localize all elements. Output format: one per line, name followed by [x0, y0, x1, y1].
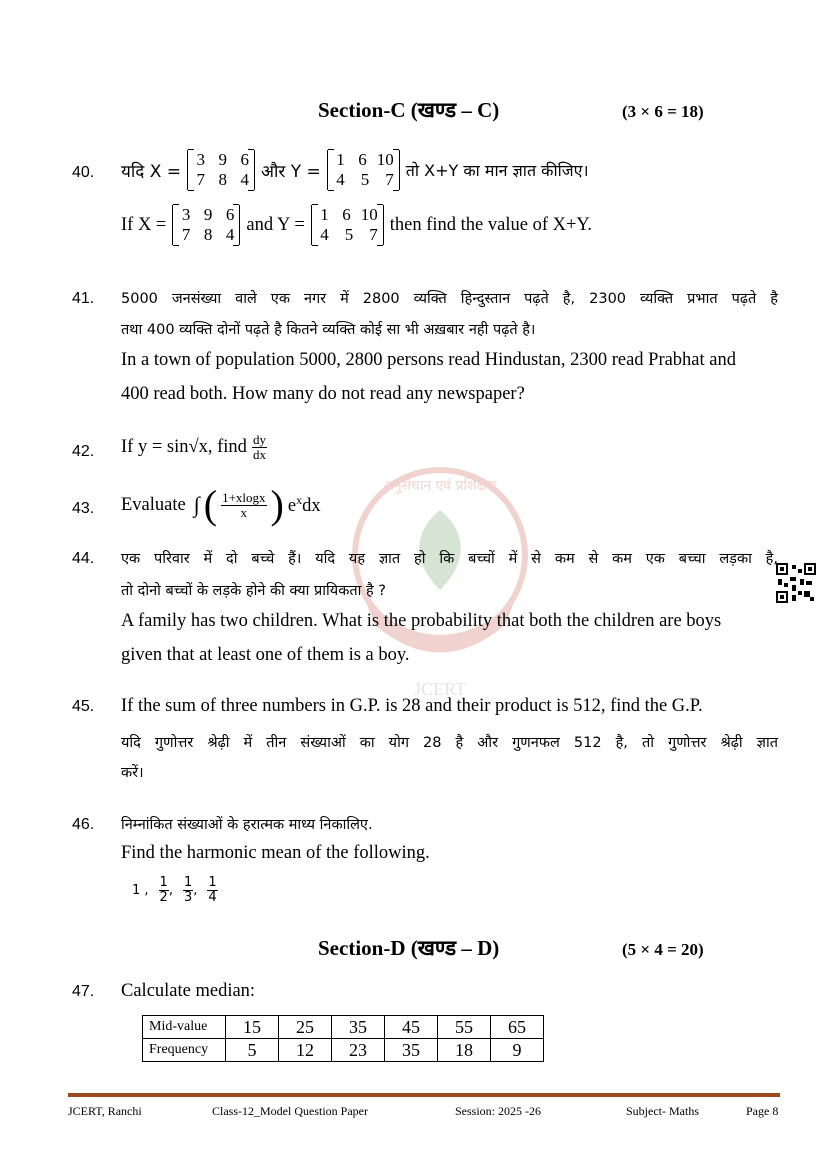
table-cell: 9 — [491, 1039, 544, 1062]
fraction-third: $\frac{1}{3}$ — [183, 875, 193, 905]
q47-text: Calculate median: — [121, 981, 256, 1001]
q40-hi-pre: यदि X = — [121, 161, 181, 182]
q45-hindi-line1: यदि गुणोत्तर श्रेढ़ी में तीन संख्याओं का योग 28 है और गुणनफल 512 है, तो गुणोत्तर श्रेढ़ी ज्ञात — [121, 735, 778, 751]
qr-code-icon — [776, 563, 816, 603]
q46-values: 1 , $\frac{1}{2}$ , $\frac{1}{3}$ , $\frac{1}{4}$ — [132, 875, 217, 905]
table-cell: 25 — [279, 1016, 332, 1039]
question-number: 41. — [72, 290, 95, 307]
q40-en-post: then find the value of X+Y. — [389, 214, 593, 235]
table-row — [143, 1016, 544, 1039]
table-cell: 18 — [438, 1039, 491, 1062]
q41-english-line1: In a town of population 5000, 2800 persons read Hindustan, 2300 read Prabhat and — [121, 350, 736, 370]
table-cell: 12 — [279, 1039, 332, 1062]
q44-english-line2: given that at least one of them is a boy. — [121, 645, 410, 665]
table-cell: 15 — [226, 1016, 279, 1039]
q44-hindi-line2: तो दोनो बच्चों के लड़के होने की क्या प्रायिकता है ? — [121, 583, 386, 599]
table-cell: 55 — [438, 1016, 491, 1039]
q41-hindi-line2: तथा 400 व्यक्ति दोनों पढ़ते है कितने व्यक्ति कोई सा भी अख़बार नही पढ़ते है। — [121, 322, 536, 338]
watermark-motto: नेतृत्व — [476, 648, 504, 664]
q40-en-and: and Y = — [246, 214, 305, 235]
q44-english-line1: A family has two children. What is the probability that both the children are boys — [121, 611, 722, 631]
section-c-title: Section-C (खण्ड – C) — [318, 98, 500, 122]
matrix-y: 1 6 10 4 5 7 — [327, 150, 400, 190]
integrand-fraction: $\frac{1+xlogx}{x}$ — [222, 489, 266, 520]
q40-english-line — [121, 205, 592, 245]
question-number: 45. — [72, 698, 95, 715]
q46-english-line1: Find the harmonic mean of the following. — [121, 843, 430, 863]
question-number: 43. — [72, 500, 95, 517]
q41-hindi-line1: 5000 जनसंख्या वाले एक नगर में 2800 व्यक्ति हिन्दुस्तान पढ़ते है, 2300 व्यक्ति प्रभात पढ़ते है — [121, 291, 778, 307]
q45-english-line1: If the sum of three numbers in G.P. is 28 and their product is 512, find the G.P. — [121, 696, 703, 716]
q40-hindi-line — [121, 150, 589, 190]
watermark-jcert: JCERT — [414, 679, 466, 699]
q40-en-pre: If X = — [121, 214, 167, 235]
footer-session: Session: 2025 -26 — [455, 1104, 542, 1118]
integral-sign: ∫ — [193, 492, 200, 517]
question-number: 40. — [72, 164, 95, 181]
footer-page-number: Page 8 — [746, 1104, 779, 1118]
footer-rule — [68, 1093, 780, 1097]
frequency-table — [142, 1015, 544, 1062]
q46-hindi-line1: निम्नांकित संख्याओं के हरात्मक माध्य निकालिए. — [121, 817, 373, 833]
fraction-half: $\frac{1}{2}$ — [159, 875, 168, 905]
question-number: 47. — [72, 983, 95, 1000]
question-number: 42. — [72, 443, 95, 460]
table-header-cell: Mid-value — [143, 1016, 226, 1039]
table-cell: 23 — [332, 1039, 385, 1062]
derivative-fraction: $\frac{dy}{dx}$ — [252, 432, 266, 462]
q40-hi-and: और Y = — [261, 161, 321, 182]
footer-org: JCERT, Ranchi — [68, 1104, 142, 1118]
table-cell: 65 — [491, 1016, 544, 1039]
section-c-marks: (3 × 6 = 18) — [622, 102, 704, 121]
fraction-quarter: $\frac{1}{4}$ — [208, 875, 217, 905]
matrix-y: 1 6 10 4 5 7 — [311, 205, 384, 245]
footer-paper: Class-12_Model Question Paper — [212, 1104, 368, 1118]
question-number: 46. — [72, 816, 95, 833]
table-cell: 35 — [385, 1039, 438, 1062]
section-d-marks: (5 × 4 = 20) — [622, 940, 704, 959]
table-header-cell: Frequency — [143, 1039, 226, 1062]
value-one: 1 , — [132, 883, 149, 898]
question-number: 44. — [72, 550, 95, 567]
section-d-title: Section-D (खण्ड – D) — [318, 936, 500, 960]
table-cell: 5 — [226, 1039, 279, 1062]
watermark-text: अनुसंधान एवं प्रशिक्षण — [383, 478, 497, 494]
table-row — [143, 1039, 544, 1062]
footer-subject: Subject- Maths — [626, 1104, 699, 1118]
q43-prefix: Evaluate — [121, 494, 186, 515]
q42-prefix: If y = sin√x, find — [121, 437, 247, 457]
q44-hindi-line1: एक परिवार में दो बच्चे हैं। यदि यह ज्ञात हो कि बच्चों में से कम से कम एक बच्चा लड़का है, — [121, 551, 778, 567]
table-cell: 45 — [385, 1016, 438, 1039]
q45-hindi-line2: करें। — [121, 765, 144, 781]
q42-text — [121, 433, 267, 462]
q41-english-line2: 400 read both. How many do not read any newspaper? — [121, 384, 525, 404]
q40-hi-post: तो X+Y का मान ज्ञात कीजिए। — [405, 161, 589, 180]
matrix-x: 3 9 6 7 8 4 — [172, 205, 240, 245]
matrix-x: 3 9 6 7 8 4 — [187, 150, 255, 190]
q43-text: Evaluate ∫ ( $\frac{1+xlogx}{x}$ ) $e^xdx$ — [121, 482, 321, 527]
table-cell: 35 — [332, 1016, 385, 1039]
